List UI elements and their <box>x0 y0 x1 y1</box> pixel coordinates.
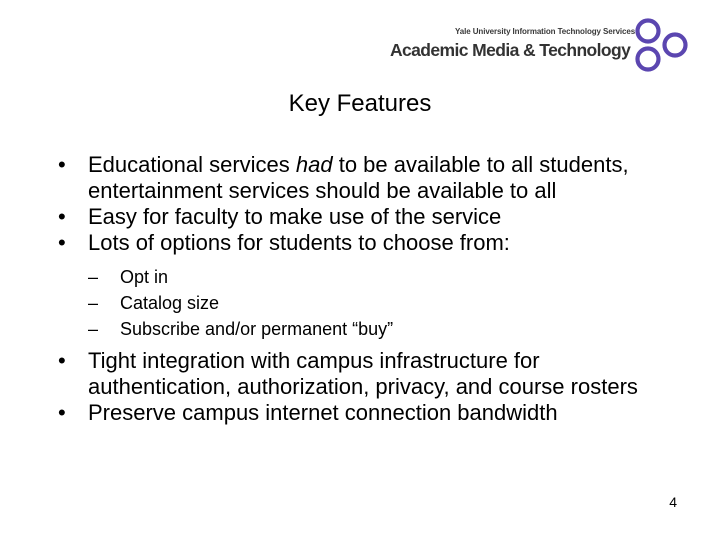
bullet-marker: • <box>58 230 66 255</box>
sub-bullet-list <box>58 264 688 342</box>
bullet-item <box>58 230 688 256</box>
bullet-emphasis: had <box>295 152 333 177</box>
logo-text: Academic Media & Technology <box>390 40 631 60</box>
sub-bullet-marker: – <box>88 319 99 339</box>
org-name: Yale University Information Technology Services <box>455 27 636 36</box>
bullet-text-start: Educational services <box>88 152 296 177</box>
header <box>390 20 700 80</box>
sub-bullet-item <box>58 316 688 342</box>
sub-bullet-item <box>58 264 688 290</box>
sub-bullet-text: Opt in <box>120 267 169 287</box>
bullet-text: Preserve campus internet connection bandwidth <box>88 400 558 425</box>
sub-bullet-item <box>58 290 688 316</box>
bullet-list <box>58 152 688 426</box>
bullet-item <box>58 204 688 230</box>
sub-bullet-marker: – <box>88 267 99 287</box>
bullet-item <box>58 348 688 400</box>
sub-bullet-text: Catalog size <box>120 293 220 313</box>
bullet-text-end: to be available to all students, entertainment services should be available to all <box>88 152 629 203</box>
bullet-marker: • <box>58 152 66 177</box>
bullet-text: Tight integration with campus infrastructure for authentication, authorization, privacy, and course rosters <box>88 348 638 399</box>
bullet-item <box>58 400 688 426</box>
sub-bullet-text: Subscribe and/or permanent “buy” <box>120 319 394 339</box>
page-number: 4 <box>669 494 677 510</box>
bullet-marker: • <box>58 348 66 373</box>
bullet-item <box>58 152 688 204</box>
bullet-text: Lots of options for students to choose from: <box>88 230 510 255</box>
bullet-marker: • <box>58 400 66 425</box>
slide-title: Key Features <box>288 90 432 117</box>
bullet-text: Easy for faculty to make use of the service <box>88 204 502 229</box>
bullet-marker: • <box>58 204 66 229</box>
sub-bullet-marker: – <box>88 293 99 313</box>
three-ring-logo-icon <box>630 17 690 77</box>
